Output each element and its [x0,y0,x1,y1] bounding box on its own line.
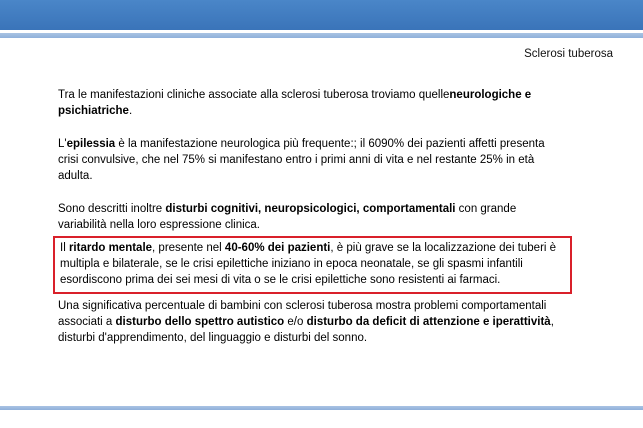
highlighted-paragraph-ritardo-mentale [53,236,572,294]
paragraph-disturbi [58,201,558,233]
paragraph-bold-text: disturbo da deficit di attenzione e iperattività [306,316,551,328]
paragraph-text: L' [58,138,67,150]
slide-content [58,87,558,250]
paragraph-text: . [128,105,133,117]
paragraph-text: Tra le manifestazioni cliniche associate alla sclerosi tuberosa troviamo quelle [58,89,450,101]
paragraph-manifestazioni [58,87,558,119]
paragraph-bold-text: neurologiche e psichiatriche [58,89,532,117]
paragraph-text: , disturbi d'apprendimento, del linguaggio e disturbi del sonno. [58,316,554,344]
header-accent-line [0,33,643,38]
paragraph-comportamentali [58,298,573,346]
paragraph-epilessia [58,136,558,184]
paragraph-text: Una significativa percentuale di bambini con sclerosi tuberosa mostra problemi comportamentali associati a [58,300,547,328]
paragraph-bold-text: disturbi cognitivi, neuropsicologici, comportamentali [165,203,456,215]
header-bar [0,0,643,30]
paragraph-bold-text: ritardo mentale [68,242,153,254]
paragraph-bold-text: 40-60% dei pazienti [224,242,331,254]
paragraph-bold-text: epilessia [66,138,116,150]
paragraph-text: , è più grave se la localizzazione dei tuberi è multipla e bilaterale, se le crisi epilettiche iniziano in epoca neonatale, se gli spasmi infantili esordiscono prima dei sei mesi di vita o se le crisi epilettiche sono resistenti ai farmaci. [60,242,557,286]
paragraph-text: Il [60,242,69,254]
paragraph-text: e/o [284,316,307,328]
paragraph-bold-text: disturbo dello spettro autistico [115,316,285,328]
slide-title: Sclerosi tuberosa [524,48,613,60]
paragraph-text: Sono descritti inoltre [58,203,166,215]
paragraph-text: , presente nel [152,242,225,254]
paragraph-text: è la manifestazione neurologica più frequente:; il 6090% dei pazienti affetti presenta crisi convulsive, che nel 75% si manifestano entro i primi anni di vita e nel restante 25% in età adulta. [58,138,545,182]
paragraph-text: con grande variabilità nella loro espressione clinica. [58,203,517,231]
footer-accent-line [0,406,643,410]
